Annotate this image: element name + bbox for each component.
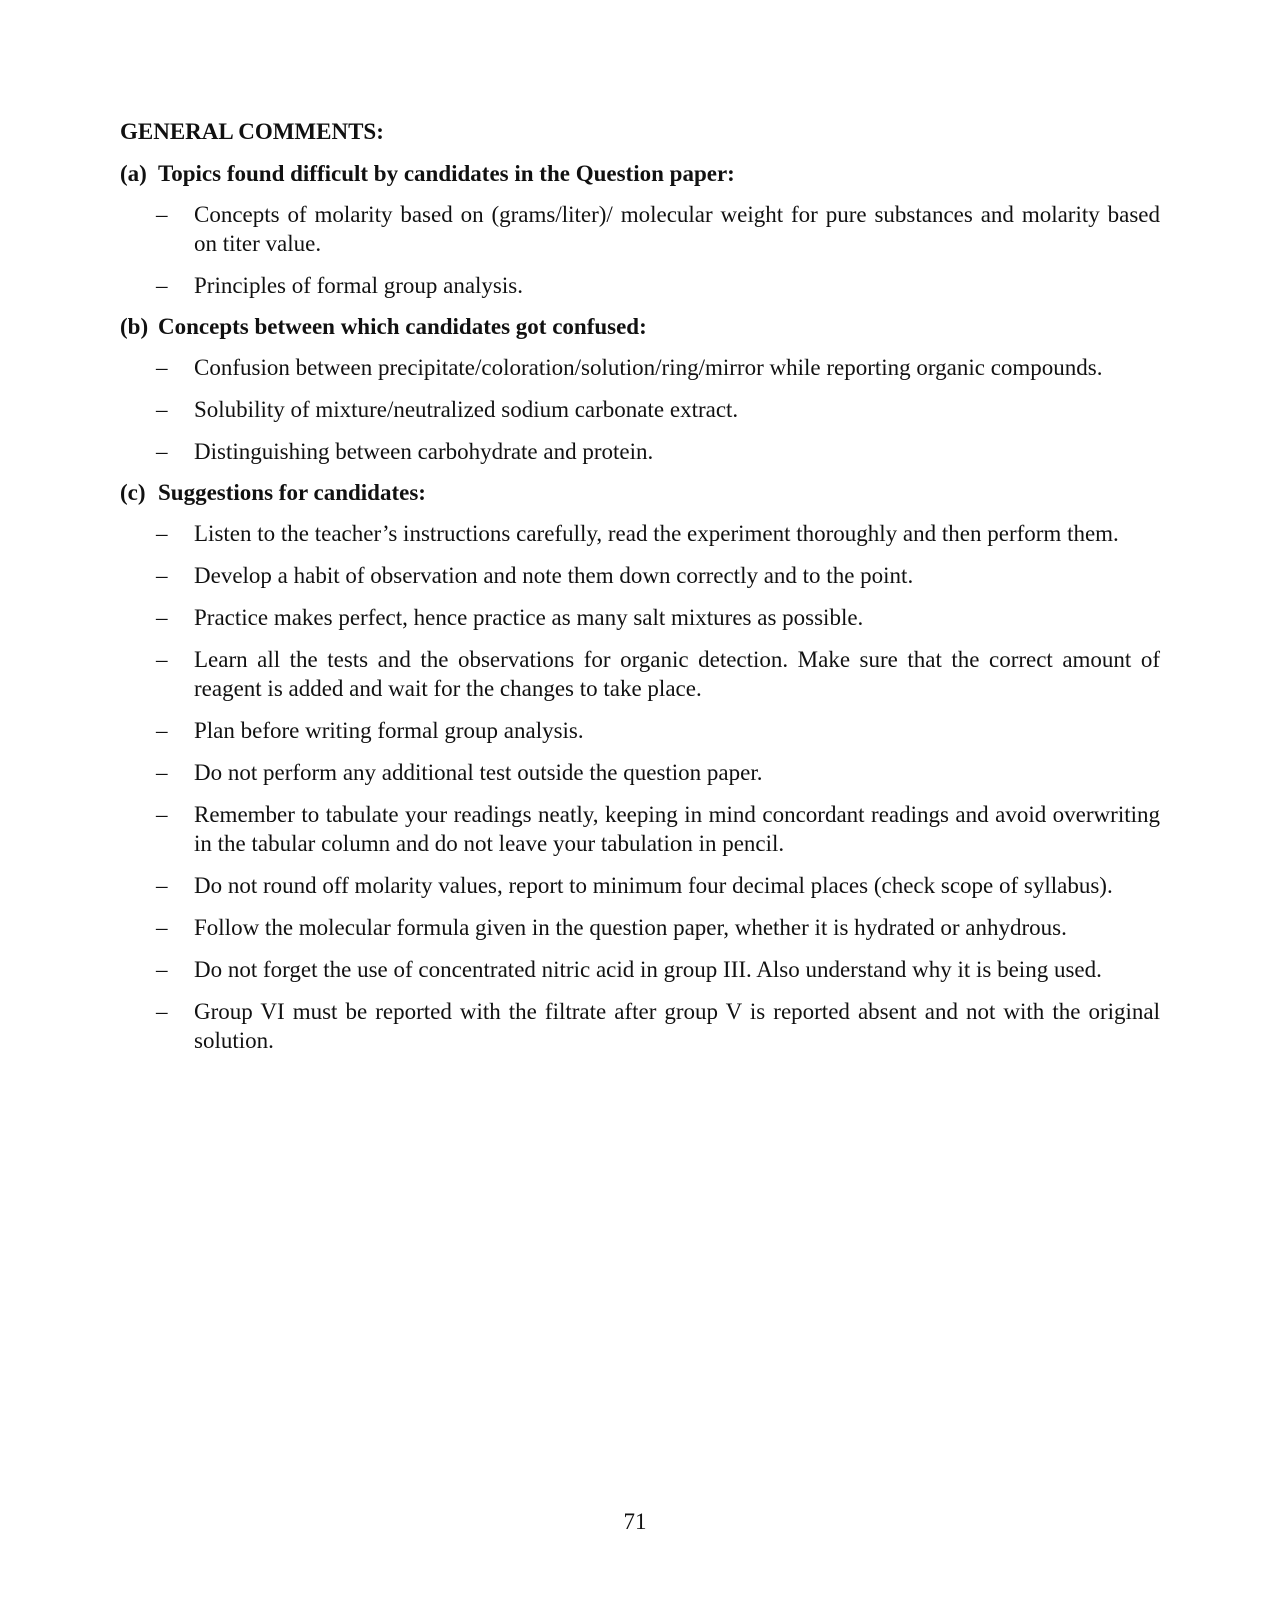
list-item-text: Develop a habit of observation and note them down correctly and to the point. xyxy=(194,563,914,588)
list-item xyxy=(120,800,1160,858)
section-a xyxy=(120,160,1160,300)
list-item-text: Concepts of molarity based on (grams/liter)/ molecular weight for pure substances and molarity based on titer value. xyxy=(194,202,1160,256)
section-c xyxy=(120,479,1160,1055)
list-item-text: Do not forget the use of concentrated nitric acid in group III. Also understand why it is being used. xyxy=(194,957,1102,982)
dash-bullet: – xyxy=(156,202,168,227)
list-item xyxy=(120,437,1160,466)
list-item-text: Learn all the tests and the observations for organic detection. Make sure that the correct amount of reagent is added and wait for the changes to take place. xyxy=(194,647,1160,701)
dash-bullet: – xyxy=(156,873,168,898)
list-item-text: Plan before writing formal group analysis. xyxy=(194,718,584,743)
list-item xyxy=(120,519,1160,548)
dash-bullet: – xyxy=(156,355,168,380)
section-heading xyxy=(120,313,1160,341)
section-heading xyxy=(120,479,1160,507)
dash-bullet: – xyxy=(156,397,168,422)
bullet-list xyxy=(120,519,1160,1055)
list-item xyxy=(120,645,1160,703)
list-item xyxy=(120,955,1160,984)
dash-bullet: – xyxy=(156,439,168,464)
section-title: Suggestions for candidates: xyxy=(158,480,426,505)
list-item-text: Do not round off molarity values, report to minimum four decimal places (check scope of syllabus). xyxy=(194,873,1113,898)
list-item xyxy=(120,271,1160,300)
bullet-list xyxy=(120,200,1160,300)
dash-bullet: – xyxy=(156,718,168,743)
list-item-text: Group VI must be reported with the filtrate after group V is reported absent and not with the original solution. xyxy=(194,999,1160,1053)
dash-bullet: – xyxy=(156,915,168,940)
section-letter: (b) xyxy=(120,314,149,339)
dash-bullet: – xyxy=(156,563,168,588)
dash-bullet: – xyxy=(156,802,168,827)
list-item-text: Listen to the teacher’s instructions carefully, read the experiment thoroughly and then perform them. xyxy=(194,521,1119,546)
section-letter: (a) xyxy=(120,161,147,186)
section-b xyxy=(120,313,1160,466)
list-item-text: Remember to tabulate your readings neatly, keeping in mind concordant readings and avoid overwriting in the tabular column and do not leave your tabulation in pencil. xyxy=(194,802,1160,856)
dash-bullet: – xyxy=(156,605,168,630)
dash-bullet: – xyxy=(156,760,168,785)
section-letter: (c) xyxy=(120,480,146,505)
list-item xyxy=(120,353,1160,382)
list-item-text: Practice makes perfect, hence practice as many salt mixtures as possible. xyxy=(194,605,864,630)
dash-bullet: – xyxy=(156,521,168,546)
general-comments-heading: GENERAL COMMENTS: xyxy=(120,119,384,144)
list-item xyxy=(120,758,1160,787)
list-item-text: Confusion between precipitate/coloration/solution/ring/mirror while reporting organic compounds. xyxy=(194,355,1103,380)
list-item xyxy=(120,395,1160,424)
dash-bullet: – xyxy=(156,273,168,298)
section-title: Topics found difficult by candidates in the Question paper: xyxy=(158,161,735,186)
bullet-list xyxy=(120,353,1160,466)
list-item-text: Principles of formal group analysis. xyxy=(194,273,523,298)
section-title: Concepts between which candidates got confused: xyxy=(158,314,647,339)
list-item xyxy=(120,200,1160,258)
list-item xyxy=(120,997,1160,1055)
list-item-text: Follow the molecular formula given in the question paper, whether it is hydrated or anhydrous. xyxy=(194,915,1067,940)
dash-bullet: – xyxy=(156,647,168,672)
list-item xyxy=(120,716,1160,745)
page-content xyxy=(120,118,1160,1068)
list-item xyxy=(120,561,1160,590)
list-item-text: Do not perform any additional test outside the question paper. xyxy=(194,760,763,785)
list-item-text: Distinguishing between carbohydrate and protein. xyxy=(194,439,654,464)
list-item xyxy=(120,913,1160,942)
list-item xyxy=(120,603,1160,632)
section-heading xyxy=(120,160,1160,188)
list-item xyxy=(120,871,1160,900)
dash-bullet: – xyxy=(156,957,168,982)
page-number: 71 xyxy=(623,1509,647,1534)
list-item-text: Solubility of mixture/neutralized sodium carbonate extract. xyxy=(194,397,739,422)
dash-bullet: – xyxy=(156,999,168,1024)
